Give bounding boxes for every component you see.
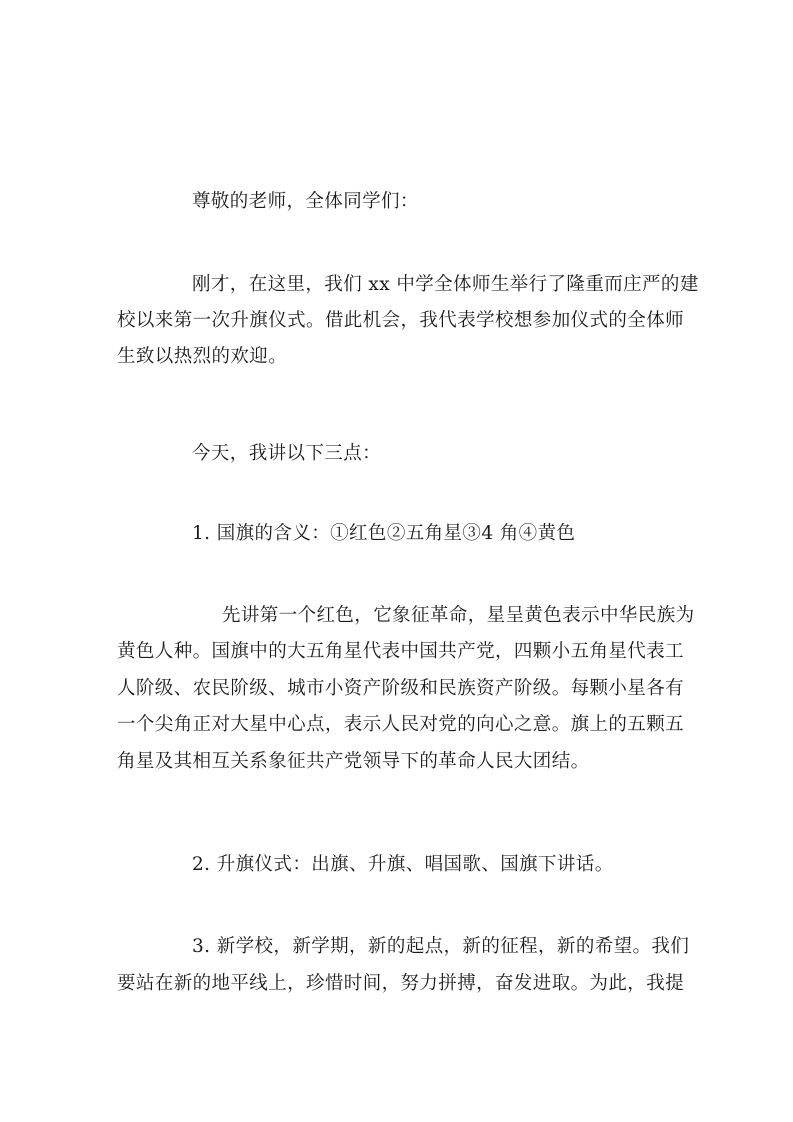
paragraph-1-line-1: 刚才，在这里，我们 xx 中学全体师生举行了隆重而庄严的建 [192, 274, 699, 295]
point-3-line-2: 要站在新的地平线上，珍惜时间，努力拼搏，奋发进取。为此，我提 [117, 973, 685, 994]
paragraph-1-line-2: 校以来第一次升旗仪式。借此机会，我代表学校想参加仪式的全体师 [117, 310, 685, 331]
paragraph-3-line-5: 角星及其相互关系象征共产党领导下的革命人民大团结。 [117, 751, 590, 772]
paragraph-2: 今天，我讲以下三点： [192, 443, 382, 464]
point-3-line-1: 3. 新学校，新学期，新的起点，新的征程，新的希望。我们 [192, 936, 690, 957]
point-1-heading: 1. 国旗的含义：①红色②五角星③4 角④黄色 [192, 523, 576, 544]
paragraph-1-line-3: 生致以热烈的欢迎。 [117, 346, 288, 367]
paragraph-3-line-2: 黄色人种。国旗中的大五角星代表中国共产党，四颗小五角星代表工 [117, 641, 685, 662]
greeting: 尊敬的老师，全体同学们： [192, 191, 419, 212]
paragraph-3-line-1: 先讲第一个红色，它象征革命，星呈黄色表示中华民族为 [222, 605, 695, 626]
paragraph-3-line-3: 人阶级、农民阶级、城市小资产阶级和民族资产阶级。每颗小星各有 [117, 678, 685, 699]
point-2-heading: 2. 升旗仪式：出旗、升旗、唱国歌、国旗下讲话。 [192, 854, 614, 875]
paragraph-3-line-4: 一个尖角正对大星中心点，表示人民对党的向心之意。旗上的五颗五 [117, 714, 685, 735]
